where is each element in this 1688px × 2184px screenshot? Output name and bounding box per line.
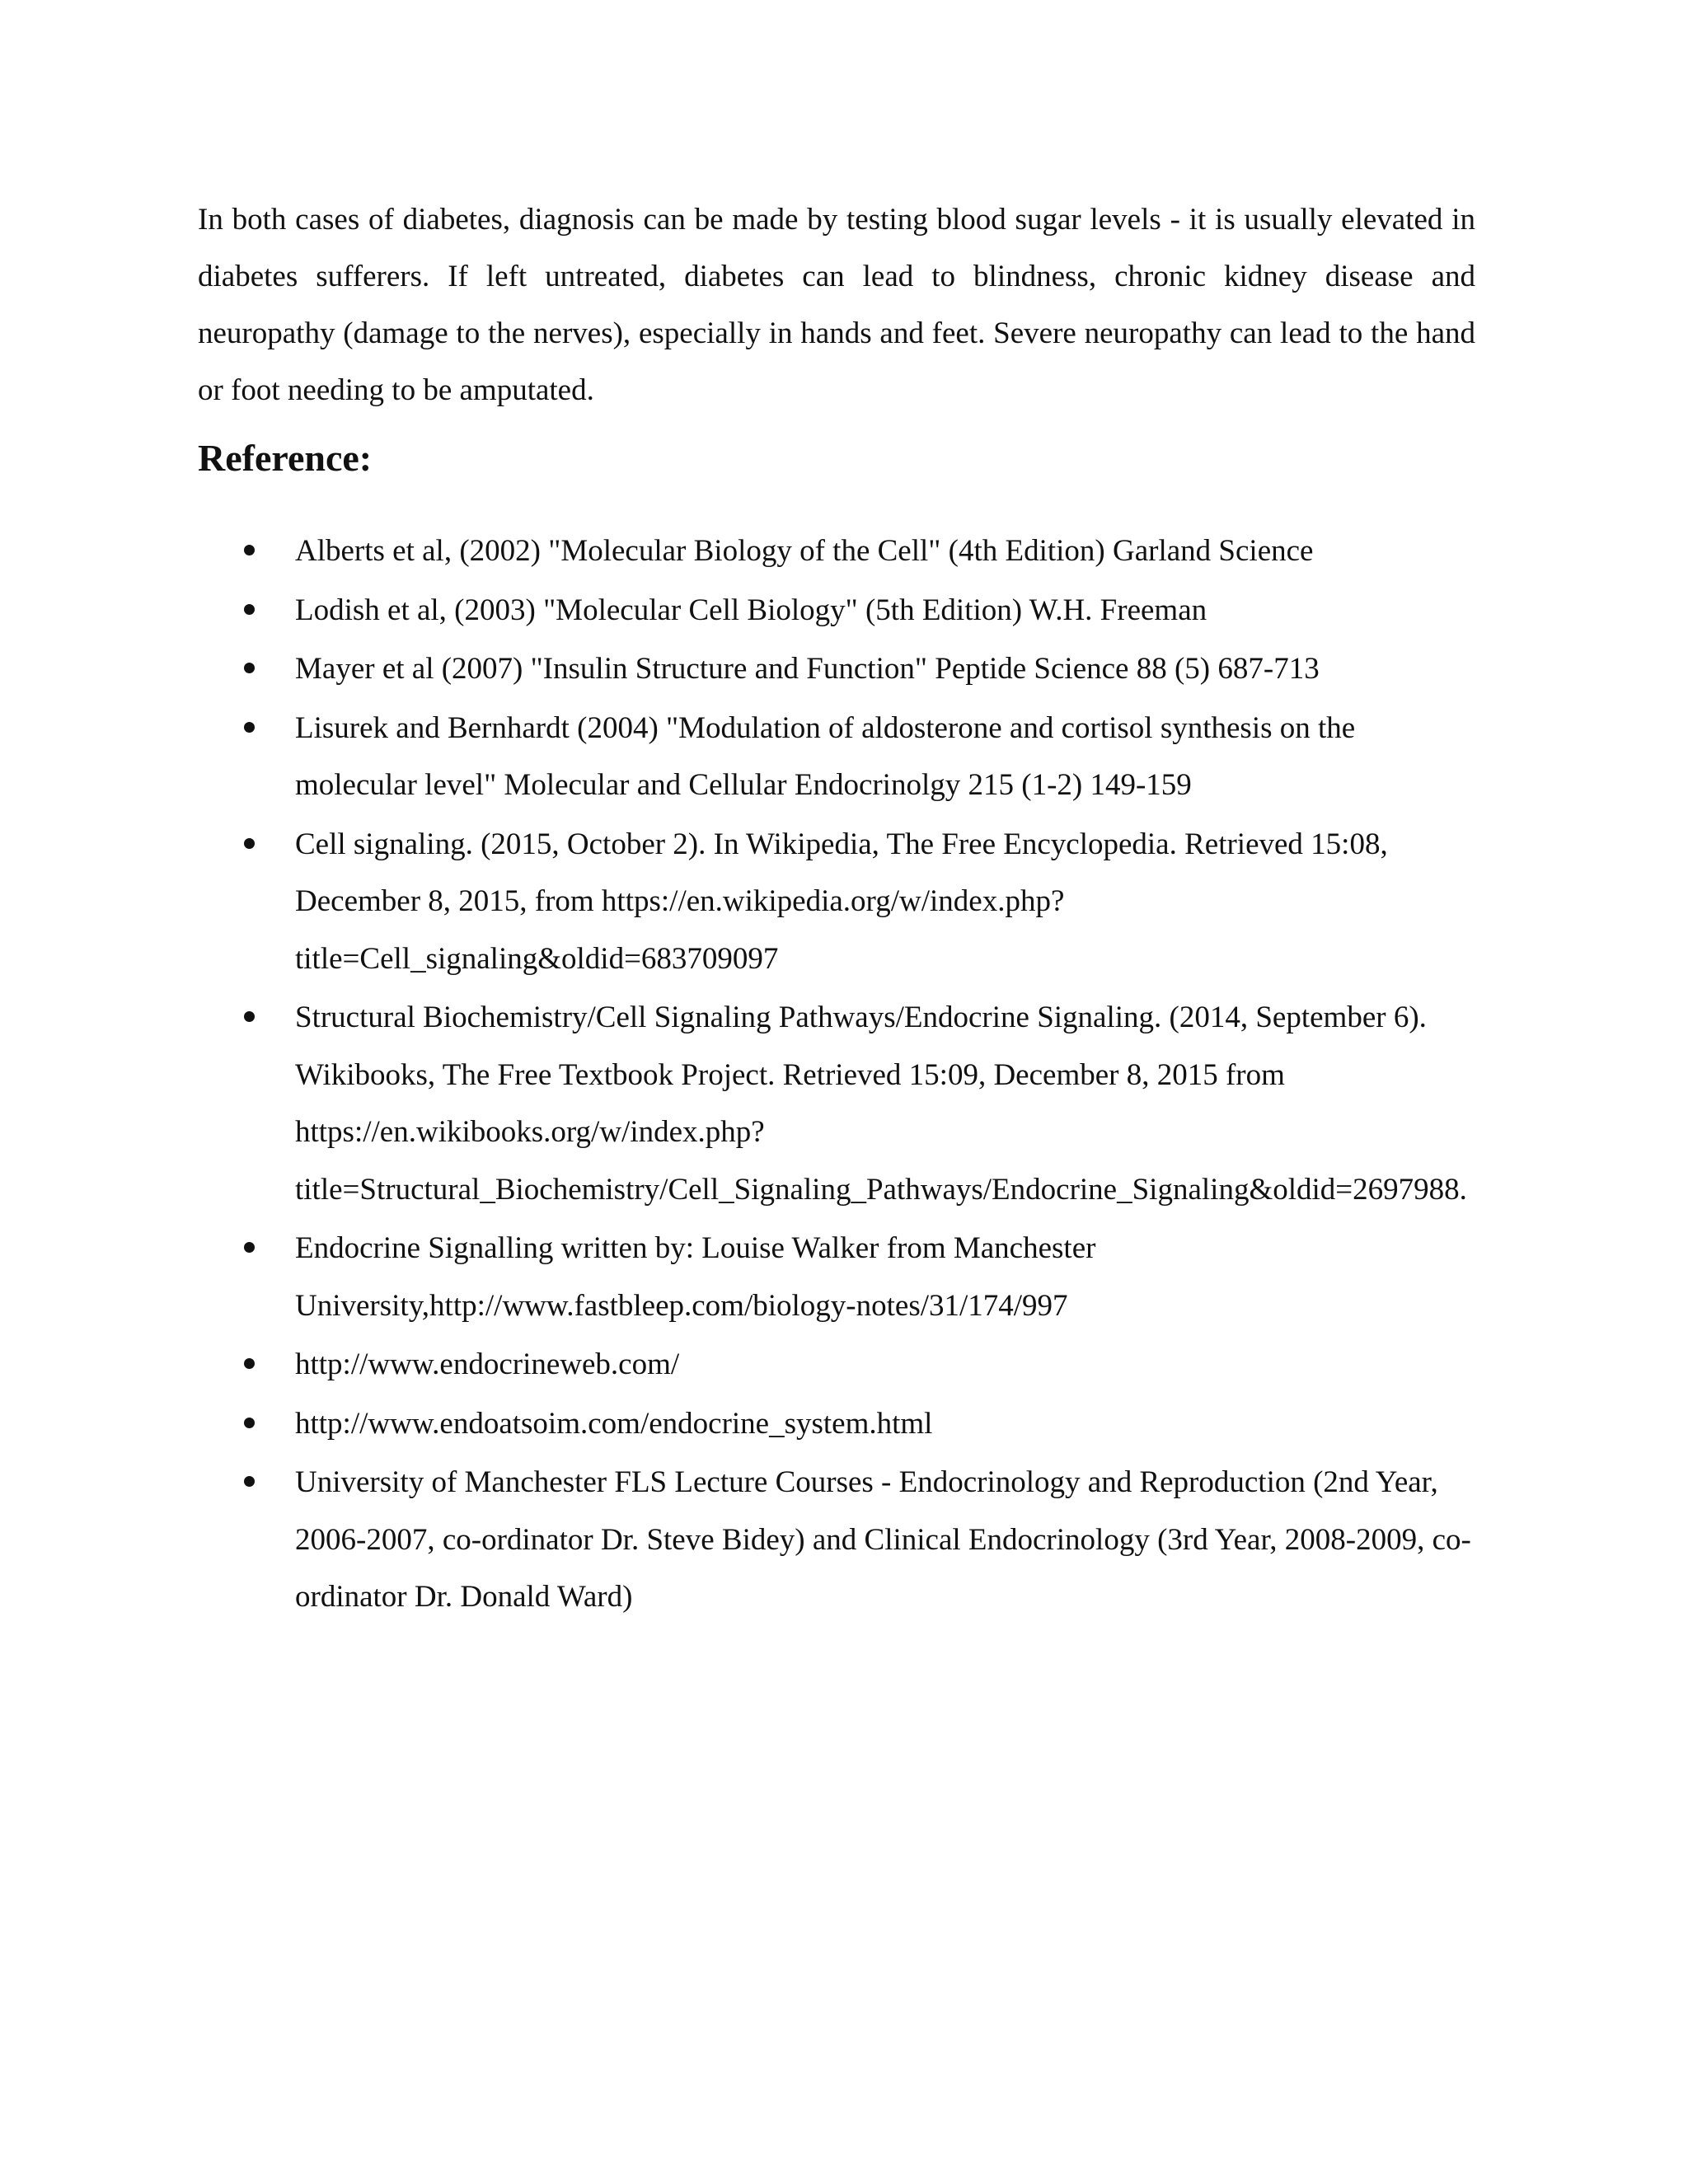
bullet-icon bbox=[244, 604, 255, 615]
bullet-icon bbox=[244, 1476, 255, 1487]
reference-text: Cell signaling. (2015, October 2). In Wikipedia, The Free Encyclopedia. Retrieved 15:08, December 8, 2015, from https://en.wikipedia.org/w/index.php?title=Cell_signaling&oldid=683709097 bbox=[295, 827, 1388, 976]
bullet-icon bbox=[244, 1011, 255, 1022]
bullet-icon bbox=[244, 1242, 255, 1253]
reference-text: Structural Biochemistry/Cell Signaling Pathways/Endocrine Signaling. (2014, September 6). Wikibooks, The Free Textbook Project. Retrieved 15:09, December 8, 2015 from https://en.wikibooks.org/w/index.php?title=Structural_Biochemistry/Cell_Signaling_Pathways/Endocrine_Signaling&oldid=2697988. bbox=[295, 1001, 1467, 1207]
reference-heading: Reference: bbox=[198, 437, 373, 479]
reference-text: Lisurek and Bernhardt (2004) "Modulation of aldosterone and cortisol synthesis on the molecular level" Molecular and Cellular Endocrinolgy 215 (1-2) 149-159 bbox=[295, 710, 1356, 802]
reference-item bbox=[198, 1454, 1484, 1626]
reference-item bbox=[198, 989, 1484, 1218]
reference-text: Mayer et al (2007) "Insulin Structure and Function" Peptide Science 88 (5) 687-713 bbox=[295, 652, 1320, 686]
reference-text: Lodish et al, (2003) "Molecular Cell Biology" (5th Edition) W.H. Freeman bbox=[295, 593, 1207, 627]
bullet-icon bbox=[244, 663, 255, 673]
bullet-icon bbox=[244, 838, 255, 849]
reference-text: Endocrine Signalling written by: Louise Walker from Manchester University,http://www.fastbleep.com/biology-notes/31/174/997 bbox=[295, 1231, 1096, 1323]
reference-text: University of Manchester FLS Lecture Courses - Endocrinology and Reproduction (2nd Year, 2006-2007, co-ordinator Dr. Steve Bidey) and Clinical Endocrinology (3rd Year, 2008-2009, co-ordinator Dr. Donald Ward) bbox=[295, 1465, 1471, 1614]
bullet-icon bbox=[244, 1358, 255, 1369]
reference-item bbox=[198, 523, 1484, 580]
bullet-icon bbox=[244, 545, 255, 555]
reference-item bbox=[198, 1220, 1484, 1334]
reference-item bbox=[198, 1336, 1484, 1394]
reference-item bbox=[198, 700, 1484, 814]
reference-list bbox=[198, 523, 1484, 1628]
intro-paragraph: In both cases of diabetes, diagnosis can be made by testing blood sugar levels - it is usually elevated in diabetes sufferers. If left untreated, diabetes can lead to blindness, chronic kidney disease and neuropathy (damage to the nerves), especially in hands and feet. Severe neuropathy can lead to the hand or foot needing to be amputated. bbox=[198, 203, 1475, 407]
reference-item bbox=[198, 1395, 1484, 1453]
reference-item bbox=[198, 640, 1484, 698]
reference-text: http://www.endoatsoim.com/endocrine_system.html bbox=[295, 1406, 933, 1441]
bullet-icon bbox=[244, 1418, 255, 1428]
bullet-icon bbox=[244, 722, 255, 733]
reference-text: http://www.endocrineweb.com/ bbox=[295, 1347, 680, 1381]
reference-item bbox=[198, 816, 1484, 988]
reference-text: Alberts et al, (2002) "Molecular Biology of the Cell" (4th Edition) Garland Science bbox=[295, 534, 1314, 568]
reference-item bbox=[198, 582, 1484, 640]
